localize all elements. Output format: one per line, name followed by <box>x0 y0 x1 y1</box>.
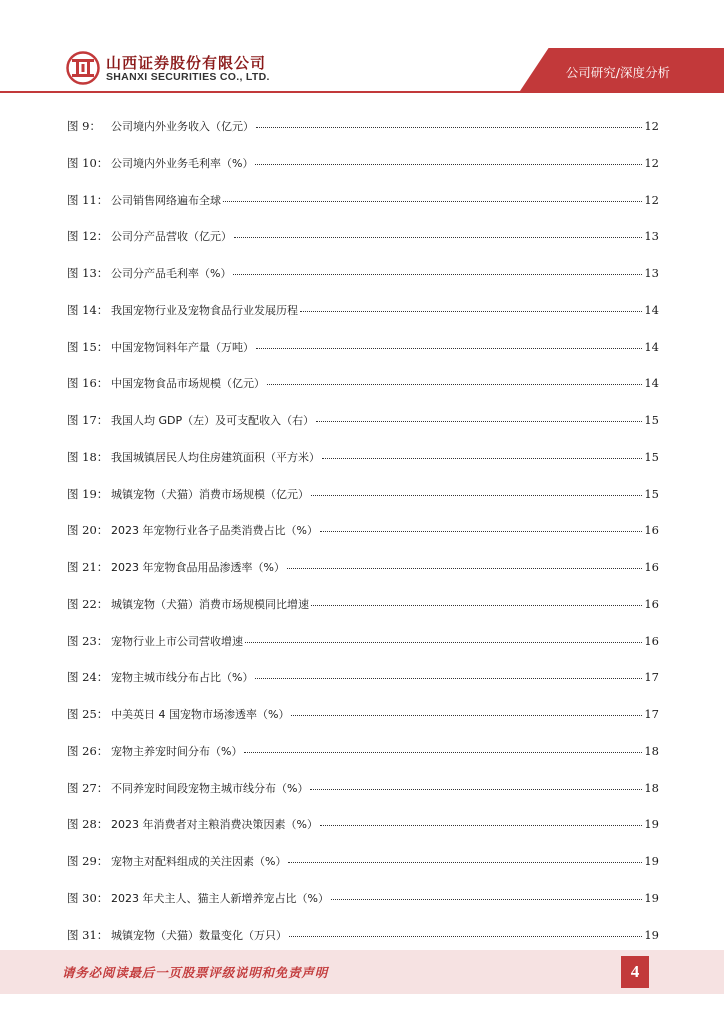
toc-entry[interactable] <box>67 449 659 486</box>
report-type-label: 公司研究/深度分析 <box>565 65 670 80</box>
figure-label: 图 14： <box>67 302 109 317</box>
figure-title: 宠物主对配料组成的关注因素（%） <box>111 855 287 868</box>
figure-page-number: 13 <box>644 266 659 280</box>
header-rule <box>0 91 724 93</box>
dot-leader <box>256 348 642 349</box>
figure-page-number: 16 <box>644 633 659 648</box>
toc-entry[interactable] <box>67 228 659 265</box>
figure-title: 公司境内外业务收入（亿元） <box>111 120 254 133</box>
figure-label: 图 16： <box>67 376 109 391</box>
figure-title: 城镇宠物（犬猫）消费市场规模同比增速 <box>111 597 309 611</box>
toc-entry[interactable] <box>67 339 659 376</box>
figure-title: 中国宠物饲料年产量（万吨） <box>111 340 254 354</box>
figure-page-number: 17 <box>644 707 659 721</box>
company-name-cn: 山西证券股份有限公司 <box>106 54 267 72</box>
dot-leader <box>288 862 642 863</box>
toc-entry[interactable] <box>67 706 659 743</box>
figure-label: 图 11： <box>67 192 109 207</box>
figure-label: 图 13： <box>67 266 109 280</box>
dot-leader <box>255 678 642 679</box>
toc-entry[interactable] <box>67 743 659 780</box>
toc-entry[interactable] <box>67 596 659 633</box>
dot-leader <box>289 936 642 937</box>
dot-leader <box>256 127 642 128</box>
figure-title: 城镇宠物（犬猫）数量变化（万只） <box>111 928 287 942</box>
dot-leader <box>223 201 642 202</box>
figure-page-number: 14 <box>644 339 659 354</box>
shanxi-securities-logo-icon <box>66 51 100 85</box>
toc-entry[interactable] <box>67 890 659 927</box>
toc-entry[interactable] <box>67 522 659 559</box>
dot-leader <box>234 237 642 238</box>
company-name-en: SHANXI SECURITIES CO., LTD. <box>106 71 270 83</box>
page-header <box>0 0 724 100</box>
figure-title: 我国宠物行业及宠物食品行业发展历程 <box>111 303 298 317</box>
figure-title: 公司境内外业务毛利率（%） <box>111 156 254 170</box>
dot-leader <box>316 421 642 422</box>
dot-leader <box>331 899 642 900</box>
figure-label: 图 27： <box>67 780 109 795</box>
figure-title: 2023 年宠物食品用品渗透率（%） <box>111 561 285 574</box>
dot-leader <box>320 531 642 532</box>
toc-entry[interactable] <box>67 853 659 890</box>
dot-leader <box>267 384 642 385</box>
figure-title: 我国城镇居民人均住房建筑面积（平方米） <box>111 450 320 464</box>
dot-leader <box>255 164 642 165</box>
figure-page-number: 18 <box>644 780 659 795</box>
page-number: 4 <box>621 956 649 988</box>
figure-label: 图 23： <box>67 633 109 648</box>
figure-page-number: 15 <box>644 486 659 501</box>
figure-title: 公司分产品毛利率（%） <box>111 267 232 280</box>
figure-page-number: 14 <box>644 302 659 317</box>
toc-entry[interactable] <box>67 375 659 412</box>
figure-page-number: 19 <box>644 927 659 942</box>
figure-label: 图 30： <box>67 890 109 905</box>
figure-title: 2023 年宠物行业各子品类消费占比（%） <box>111 524 318 538</box>
figure-label: 图 31： <box>67 927 109 942</box>
figure-label: 图 28： <box>67 817 109 832</box>
dot-leader <box>311 495 642 496</box>
figure-label: 图 19： <box>67 486 109 501</box>
disclaimer-text: 请务必阅读最后一页股票评级说明和免责声明 <box>62 965 329 980</box>
figure-title: 我国人均 GDP（左）及可支配收入（右） <box>111 414 315 427</box>
figure-label: 图 17： <box>67 413 109 427</box>
figure-label: 图 12： <box>67 229 109 244</box>
toc-entry[interactable] <box>67 302 659 339</box>
figure-list <box>67 118 659 963</box>
figure-page-number: 19 <box>644 854 659 868</box>
figure-page-number: 14 <box>644 376 659 391</box>
figure-label: 图 18： <box>67 449 109 464</box>
dot-leader <box>322 458 642 459</box>
dot-leader <box>244 752 642 753</box>
figure-page-number: 17 <box>644 670 659 685</box>
figure-page-number: 18 <box>644 743 659 758</box>
toc-entry[interactable] <box>67 633 659 670</box>
figure-page-number: 19 <box>644 817 659 832</box>
figure-title: 2023 年犬主人、猫主人新增养宠占比（%） <box>111 891 329 905</box>
figure-label: 图 26： <box>67 743 109 758</box>
figure-title: 宠物主城市线分布占比（%） <box>111 671 254 685</box>
figure-page-number: 15 <box>644 413 659 427</box>
figure-label: 图 20： <box>67 523 109 538</box>
toc-entry[interactable] <box>67 118 659 155</box>
toc-entry[interactable] <box>67 412 659 449</box>
toc-entry[interactable] <box>67 155 659 192</box>
toc-entry[interactable] <box>67 559 659 596</box>
dot-leader <box>291 715 642 716</box>
figure-title: 中美英日 4 国宠物市场渗透率（%） <box>111 708 290 721</box>
figure-page-number: 12 <box>644 119 659 133</box>
figure-label: 图 22： <box>67 596 109 611</box>
figure-title: 宠物主养宠时间分布（%） <box>111 744 243 758</box>
dot-leader <box>245 642 642 643</box>
toc-entry[interactable] <box>67 486 659 523</box>
figure-label: 图 9： <box>67 119 101 133</box>
toc-entry[interactable] <box>67 780 659 817</box>
figure-page-number: 16 <box>644 560 659 574</box>
dot-leader <box>287 568 642 569</box>
dot-leader <box>233 274 642 275</box>
figure-title: 公司分产品营收（亿元） <box>111 230 232 244</box>
figure-page-number: 13 <box>644 229 659 244</box>
figure-title: 中国宠物食品市场规模（亿元） <box>111 377 265 391</box>
figure-title: 宠物行业上市公司营收增速 <box>111 634 243 648</box>
figure-title: 公司销售网络遍布全球 <box>111 193 221 207</box>
figure-label: 图 29： <box>67 854 109 868</box>
figure-page-number: 19 <box>644 890 659 905</box>
toc-entry[interactable] <box>67 265 659 302</box>
dot-leader <box>310 789 642 790</box>
toc-entry[interactable] <box>67 192 659 229</box>
dot-leader <box>320 825 642 826</box>
figure-page-number: 12 <box>644 155 659 170</box>
figure-page-number: 16 <box>644 596 659 611</box>
figure-label: 图 15： <box>67 339 109 354</box>
figure-label: 图 24： <box>67 670 109 685</box>
figure-page-number: 16 <box>644 523 659 538</box>
figure-page-number: 15 <box>644 449 659 464</box>
dot-leader <box>311 605 642 606</box>
figure-title: 不同养宠时间段宠物主城市线分布（%） <box>111 781 309 795</box>
figure-label: 图 21： <box>67 560 109 574</box>
figure-label: 图 25： <box>67 707 109 721</box>
toc-entry[interactable] <box>67 669 659 706</box>
figure-title: 2023 年消费者对主粮消费决策因素（%） <box>111 818 318 832</box>
toc-entry[interactable] <box>67 816 659 853</box>
figure-title: 城镇宠物（犬猫）消费市场规模（亿元） <box>111 487 309 501</box>
dot-leader <box>300 311 642 312</box>
figure-label: 图 10： <box>67 155 109 170</box>
figure-page-number: 12 <box>644 192 659 207</box>
